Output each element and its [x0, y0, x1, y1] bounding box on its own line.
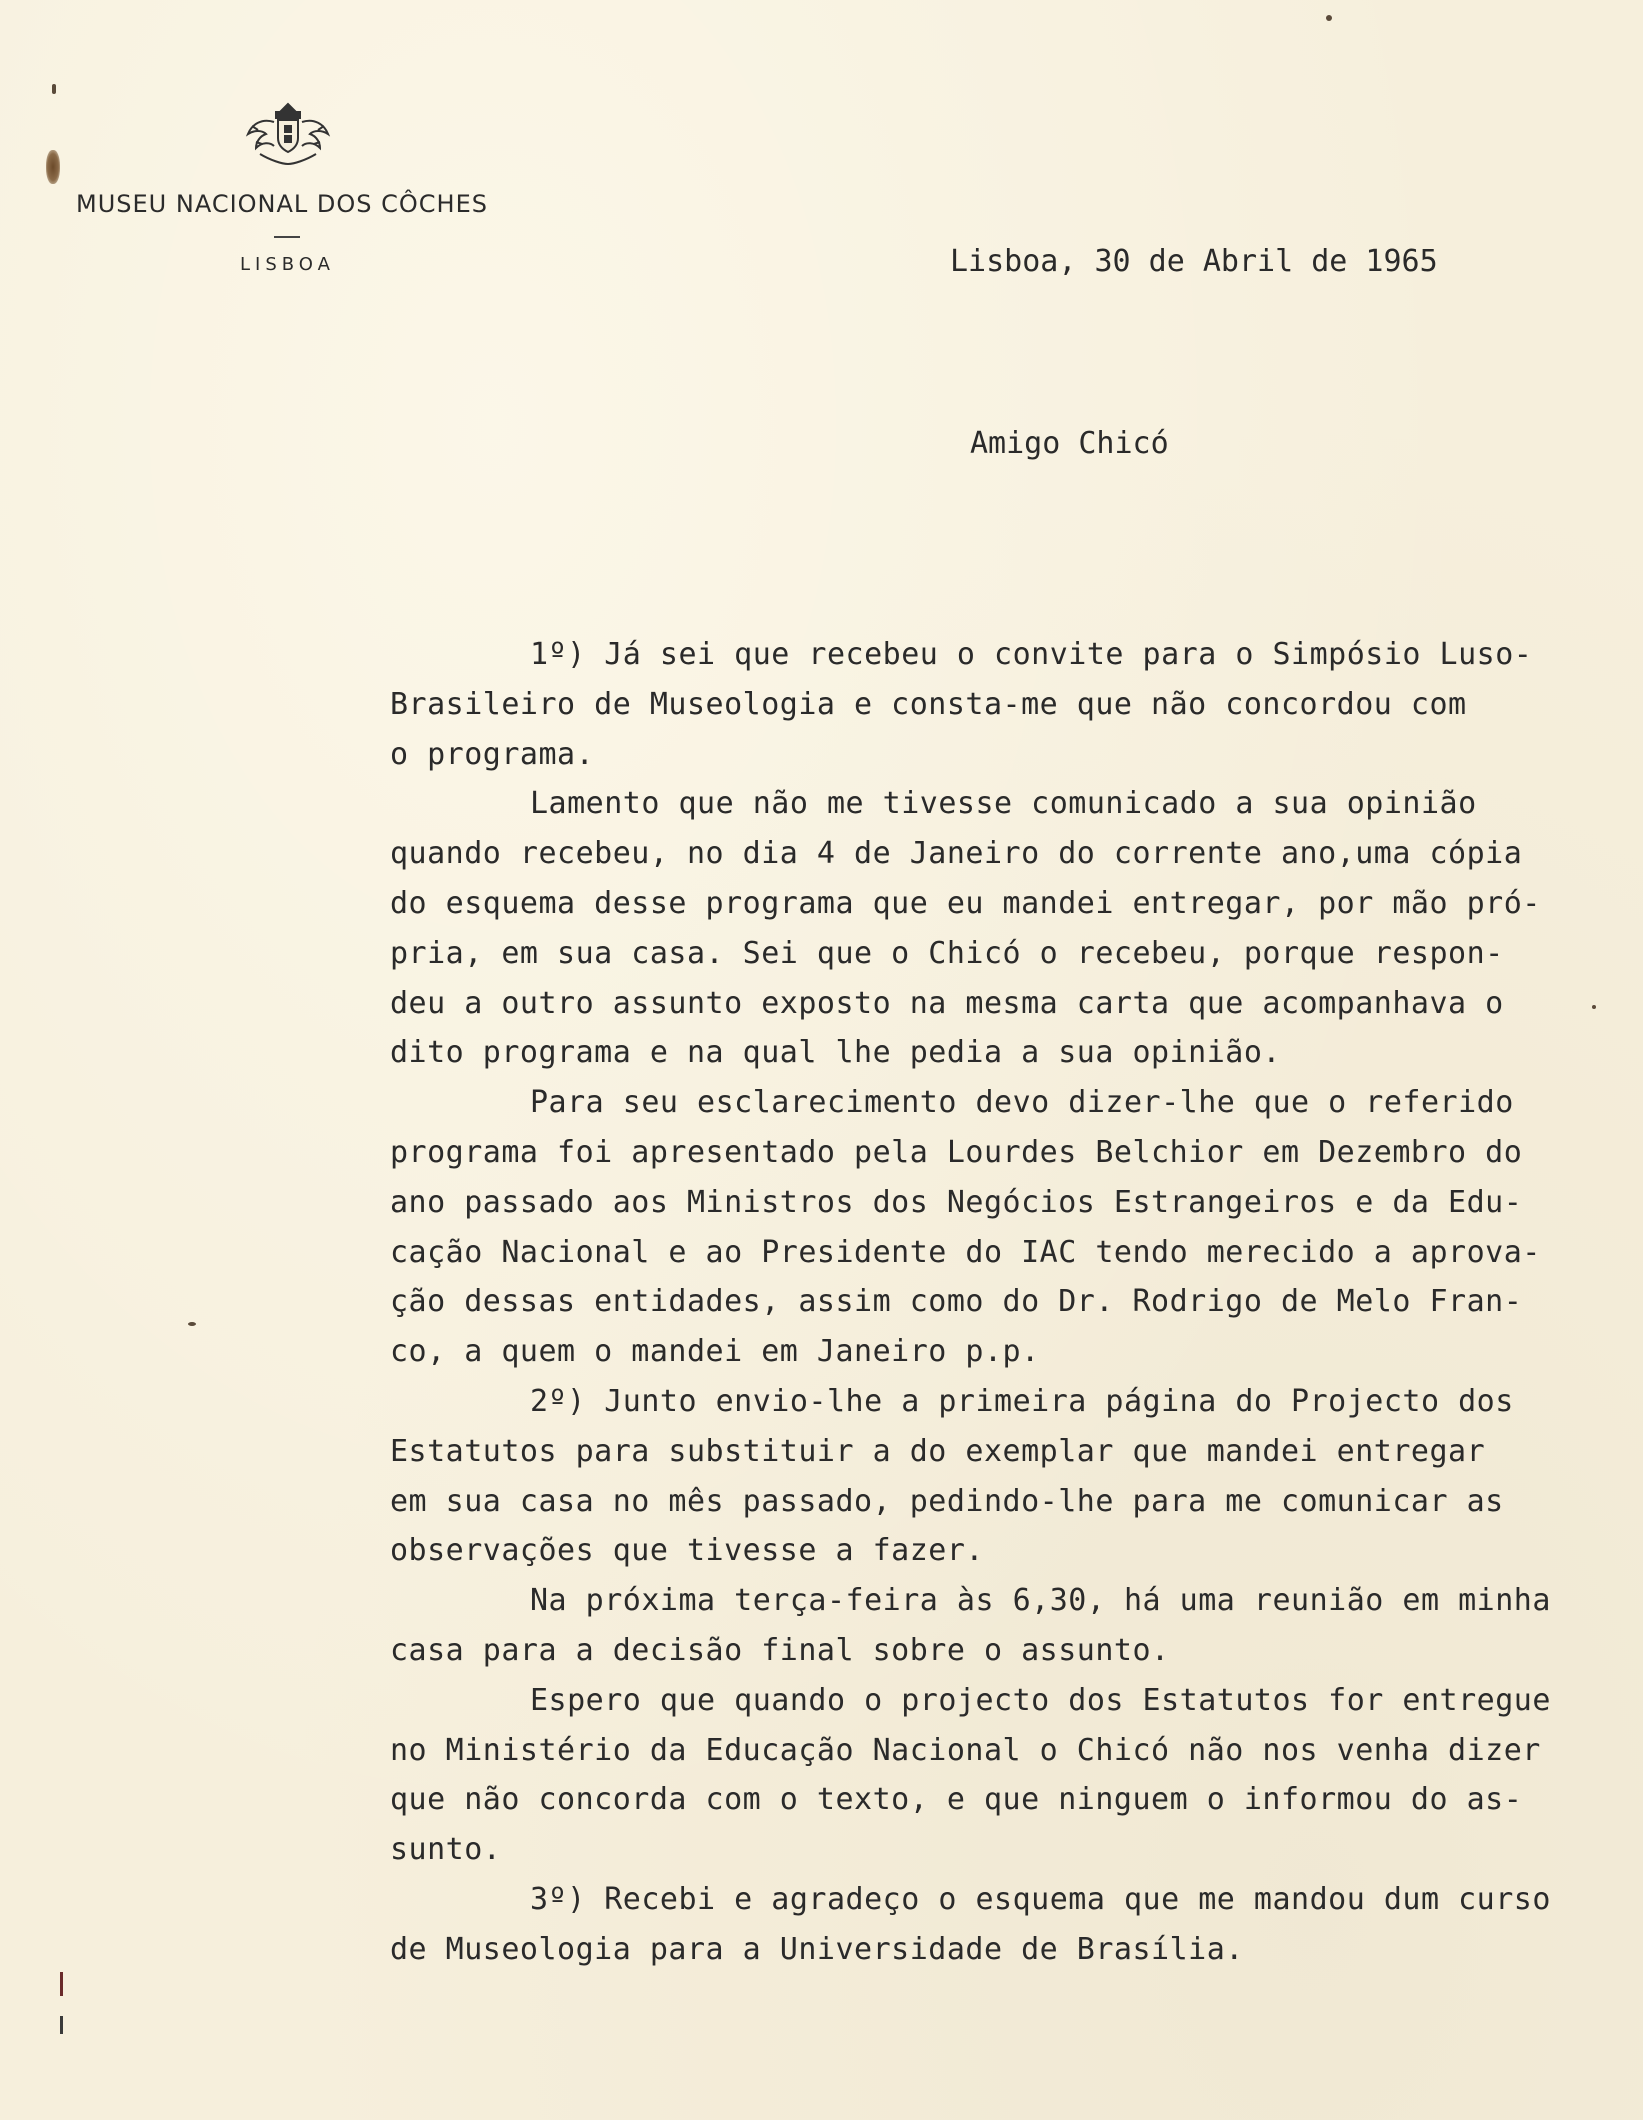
body-line: ção dessas entidades, assim como do Dr. Rodrigo de Melo Fran- — [390, 1284, 1523, 1320]
body-line: que não concorda com o texto, e que ninguem o informou do as- — [390, 1782, 1523, 1818]
body-line: do esquema desse programa que eu mandei entregar, por mão pró- — [390, 885, 1541, 921]
body-line: quando recebeu, no dia 4 de Janeiro do corrente ano,uma cópia — [390, 836, 1523, 872]
body-line: dito programa e na qual lhe pedia a sua opinião. — [390, 1035, 1281, 1071]
body-line: Brasileiro de Museologia e consta-me que não concordou com — [390, 686, 1467, 722]
body-line: 1º) Já sei que recebeu o convite para o Simpósio Luso- — [530, 637, 1533, 672]
salutation: Amigo Chicó — [970, 426, 1169, 461]
body-line: de Museologia para a Universidade de Brasília. — [390, 1931, 1244, 1967]
body-line: Espero que quando o projecto dos Estatutos for entregue — [530, 1682, 1551, 1718]
body-line: Lamento que não me tivesse comunicado a sua opinião — [530, 786, 1477, 822]
ink-dot — [1326, 15, 1332, 21]
body-line: ano passado aos Ministros dos Negócios Estrangeiros e da Edu- — [390, 1184, 1523, 1220]
letterhead-divider — [274, 236, 300, 238]
body-line: o programa. — [390, 736, 595, 772]
body-line: observações que tivesse a fazer. — [390, 1533, 984, 1569]
margin-tick — [60, 1972, 63, 1996]
coat-of-arms-icon — [240, 96, 336, 168]
letter-date: Lisboa, 30 de Abril de 1965 — [950, 244, 1438, 279]
rust-stain — [46, 150, 60, 184]
institution-city: LISBOA — [240, 254, 335, 275]
margin-tick — [60, 2016, 63, 2034]
body-line: Para seu esclarecimento devo dizer-lhe que o referido — [530, 1085, 1514, 1121]
body-line: pria, em sua casa. Sei que o Chicó o recebeu, porque respon- — [390, 935, 1504, 971]
institution-name: MUSEU NACIONAL DOS CÔCHES — [76, 190, 488, 218]
body-line: em sua casa no mês passado, pedindo-lhe para me comunicar as — [390, 1483, 1504, 1519]
body-line: Na próxima terça-feira às 6,30, há uma reunião em minha — [530, 1583, 1551, 1619]
body-line: no Ministério da Educação Nacional o Chicó não nos venha dizer — [390, 1732, 1541, 1768]
body-line: 3º) Recebi e agradeço o esquema que me mandou dum curso — [530, 1881, 1551, 1917]
body-line: cação Nacional e ao Presidente do IAC tendo merecido a aprova- — [390, 1234, 1541, 1270]
body-line: co, a quem o mandei em Janeiro p.p. — [390, 1334, 1040, 1370]
body-line: casa para a decisão final sobre o assunto. — [390, 1632, 1170, 1668]
body-line: programa foi apresentado pela Lourdes Belchior em Dezembro do — [390, 1134, 1523, 1170]
ink-dot — [188, 1322, 196, 1326]
body-line: deu a outro assunto exposto na mesma carta que acompanhava o — [390, 985, 1504, 1021]
ink-dot — [52, 84, 56, 94]
body-line: Estatutos para substituir a do exemplar que mandei entregar — [390, 1433, 1486, 1469]
body-line: 2º) Junto envio-lhe a primeira página do Projecto dos — [530, 1383, 1514, 1419]
body-line: sunto. — [390, 1832, 502, 1868]
letter-body — [390, 630, 1630, 1975]
